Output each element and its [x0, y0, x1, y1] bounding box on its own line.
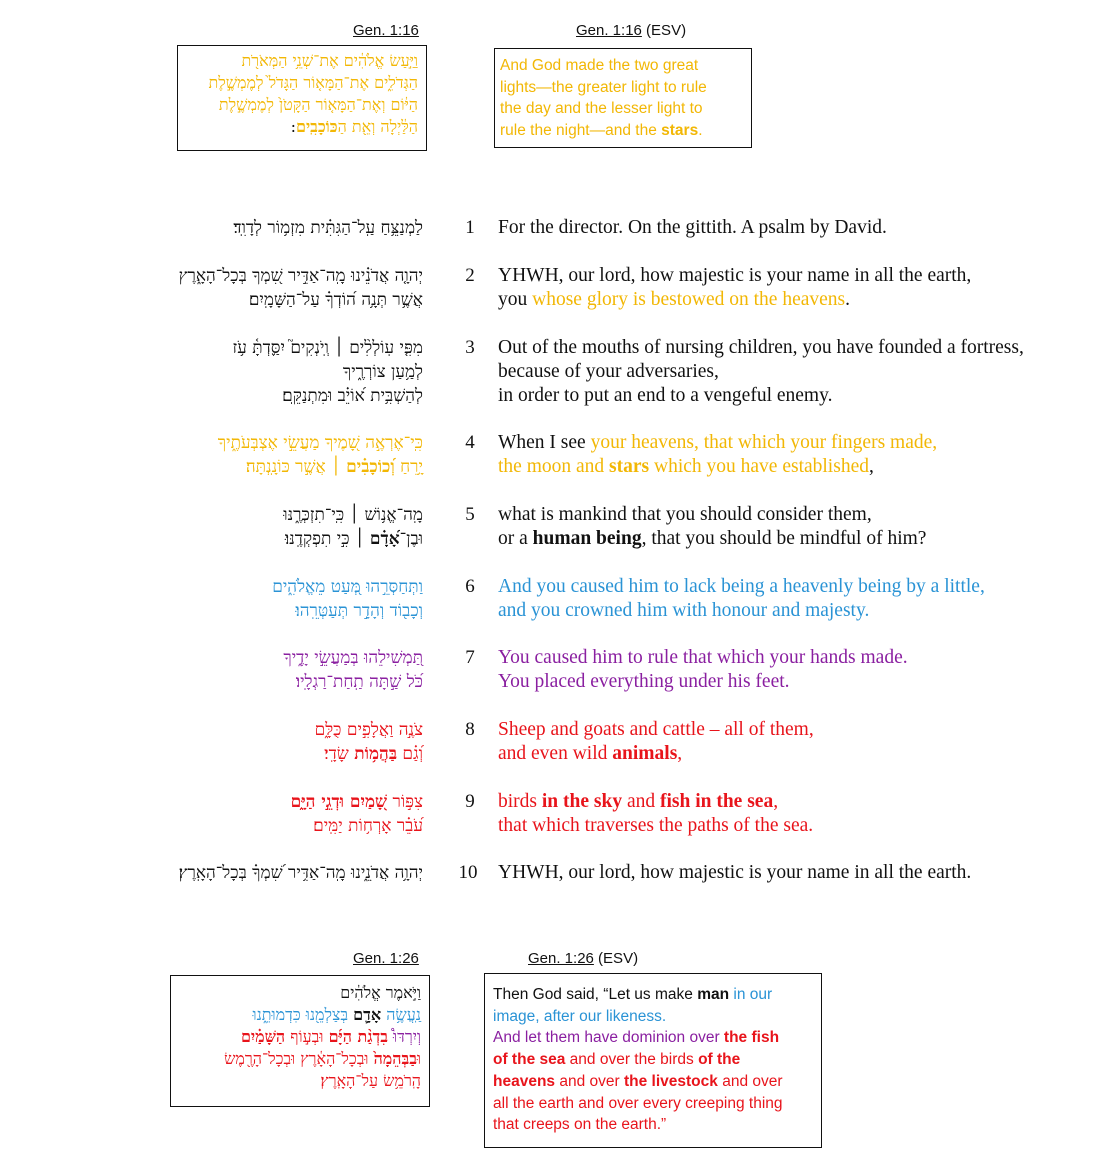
verse-8-heb-line-1: צֹנֶ֣ה וַאֲלָפִ֣ים כֻּלָּ֑ם [314, 720, 423, 740]
verse-4-eng-stars: stars [609, 456, 650, 477]
verse-1-eng-line-1: For the director. On the gittith. A psalm by David. [498, 217, 887, 238]
verse-5-heb-line-2a: וּבֶן־ [399, 529, 423, 549]
verse-9-heb-sky-sea: שָׁ֭מַיִם וּדְגֵ֣י הַיָּ֑ם [290, 792, 388, 812]
verse-5-english [498, 503, 1098, 551]
verse-5-heb-line-2c: ׀ כִּ֣י תִפְקְדֶֽנּוּ׃ [284, 529, 370, 549]
gen116-hebrew-box [177, 45, 427, 151]
gen126-eng-line-2: image, after our likeness. [493, 1007, 667, 1025]
verse-3-heb-line-2: לְמַ֥עַן צוֹרְרֶ֑יךָ [342, 362, 423, 382]
gen116-eng-ref-suffix: (ESV) [641, 22, 687, 39]
gen126-eng-line-5 [493, 1071, 813, 1093]
verse-2-eng-line-2 [498, 288, 1098, 312]
verse-9-heb-line-1a: צִפּ֣וֹר [387, 792, 423, 812]
verse-7-english [498, 646, 1098, 694]
verse-1-hebrew [93, 216, 423, 240]
verse-9-hebrew [93, 790, 423, 838]
verse-4-eng-line-2 [498, 455, 1098, 479]
verse-8-eng-animals: animals [612, 743, 678, 764]
verse-4-heb-line-1: כִּֽי־אֶרְאֶ֣ה שָׁ֭מֶיךָ מַעֲשֵׂ֣י אֶצְבְּעֹתֶ֑יךָ [217, 433, 423, 453]
gen116-heb-line-3: הַיּ֔וֹם וְאֶת־הַמָּא֤וֹר הַקָּטֹן֙ לְמֶמְשֶׁ֣לֶת [218, 95, 418, 114]
verse-10-number: 10 [458, 862, 478, 883]
verse-5-eng-line-2c: , that you should be mindful of him? [641, 528, 927, 549]
verse-4-heb-line-2a: יָ֥רֵחַ [394, 457, 423, 477]
verse-5-heb-adam: אָ֝דָ֗ם [369, 529, 400, 549]
gen116-eng-ref-text: Gen. 1:16 [576, 22, 642, 39]
gen126-eng-line-7: that creeps on the earth.” [493, 1116, 667, 1134]
gen126-heb-ref-text: Gen. 1:26 [353, 950, 419, 967]
gen116-heb-sof-pasuq: : [290, 117, 296, 136]
verse-5-heb-line-1: מָֽה־אֱנ֥וֹשׁ ׀ כִּֽי־תִזְכְּרֶ֑נּוּ [283, 505, 423, 525]
gen126-heb-line-3 [179, 1026, 421, 1048]
verse-5-eng-human-being: human being [532, 528, 642, 549]
verse-9-eng-fish: fish in the sea [659, 791, 774, 812]
verse-6-hebrew [93, 575, 423, 623]
verse-1-english [498, 216, 1098, 240]
verse-8-number: 8 [465, 719, 475, 740]
verse-2-heb-line-2: אֲשֶׁ֥ר תְּנָ֥ה ה֝וֹדְךָ֗ עַל־הַשָּׁמָֽיִם׃ [248, 290, 423, 310]
gen126-eng-man: man [697, 986, 730, 1003]
verse-2-eng-glory: whose glory is bestowed on the heavens [532, 289, 846, 310]
verse-4-eng-heavens: your heavens, that which your fingers made, [590, 432, 938, 453]
verse-9-heb-line-1 [93, 790, 423, 814]
verse-9-eng-line-1a: birds [498, 791, 542, 812]
verse-7-number: 7 [465, 647, 475, 668]
gen116-eng-line-2: lights—the greater light to rule [500, 78, 707, 96]
verse-8-eng-line-2c: , [677, 743, 683, 764]
gen116-eng-line-4c: . [698, 122, 703, 140]
verse-8-english [498, 718, 1098, 766]
verse-6-heb-line-1: וַתְּחַסְּרֵ֣הוּ מְּ֭עַט מֵאֱלֹהִ֑ים [272, 577, 423, 597]
gen126-heb-line-4 [179, 1048, 421, 1070]
verse-4-eng-moon: the moon and [498, 456, 610, 477]
verse-4-hebrew [93, 431, 423, 479]
verse-6-eng-line-1: And you caused him to lack being a heavenly being by a little, [498, 576, 985, 597]
verse-9-eng-line-1c: and [622, 791, 660, 812]
verse-4-english [498, 431, 1098, 479]
gen126-heb-ref [353, 950, 419, 967]
verse-6-heb-line-2: וְכָב֖וֹד וְהָדָ֣ר תְּעַטְּרֵֽהוּ׃ [295, 601, 423, 621]
verse-8-heb-animals: בַּהֲמ֥וֹת [354, 744, 398, 764]
verse-4-heb-stars: וְ֝כוֹכָבִ֗ים [346, 457, 395, 477]
verse-7-eng-line-2: You placed everything under his feet. [498, 671, 790, 692]
gen126-heb-line-4a: וּ [416, 1049, 421, 1068]
gen116-heb-line-4a: הַלַּ֔יְלָה וְאֵ֖ת הַ [337, 117, 418, 136]
verse-9-eng-line-1 [498, 790, 1098, 814]
verse-8-eng-line-2a: and even wild [498, 743, 613, 764]
verse-8-heb-line-2 [93, 742, 423, 766]
verse-10-eng-line-1: YHWH, our lord, how majestic is your name in all the earth. [498, 862, 972, 883]
verse-4-eng-line-2d: , [868, 456, 874, 477]
gen126-eng-ref [528, 950, 638, 967]
verse-9-eng-line-2: that which traverses the paths of the sea. [498, 815, 814, 836]
gen126-heb-livestock: בַבְּהֵמָה֙ [373, 1049, 417, 1068]
verse-7-heb-line-2: כֹּ֝ל שַׁ֣תָּה תַֽחַת־רַגְלָֽיו׃ [295, 672, 423, 692]
verse-3-hebrew [93, 336, 423, 408]
gen126-eng-line-1 [493, 984, 813, 1006]
gen126-eng-line-6: all the earth and over every creeping thing [493, 1094, 783, 1112]
verse-7-eng-line-1: You caused him to rule that which your hands made. [498, 647, 908, 668]
gen126-eng-line-4 [493, 1049, 813, 1071]
verse-4-number: 4 [465, 432, 475, 453]
verse-2-eng-line-1: YHWH, our lord, how majestic is your name in all the earth, [498, 265, 972, 286]
gen126-eng-line-5d: and over [717, 1072, 783, 1090]
gen126-eng-livestock: the livestock [623, 1072, 718, 1090]
verse-1-heb-line-1: לַמְנַצֵּ֥חַ עַֽל־הַגִּתִּ֗ית מִזְמ֥וֹר לְדָוִֽד׃ [233, 218, 423, 238]
verse-5-eng-line-2a: or a [498, 528, 533, 549]
gen116-heb-stars: כּוֹכָבִֽים [295, 117, 338, 136]
verse-5-number: 5 [465, 504, 475, 525]
gen116-heb-line-1: וַיַּ֣עַשׂ אֱלֹהִ֔ים אֶת־שְׁנֵ֥י הַמְּאֹרֹ֖ת [241, 51, 418, 70]
gen126-eng-line-3a: And let them have dominion over [493, 1029, 724, 1047]
gen116-heb-ref [353, 22, 419, 39]
verse-2-hebrew [93, 264, 423, 312]
gen126-eng-line-4b: and over the birds [565, 1051, 699, 1069]
verse-9-eng-in-the-sky: in the sky [541, 791, 623, 812]
gen126-eng-heavens: heavens [493, 1072, 556, 1090]
gen116-eng-line-4a: rule the night—and the [500, 122, 662, 140]
verse-5-eng-line-1: what is mankind that you should consider them, [498, 504, 872, 525]
verse-10-english [498, 861, 1098, 885]
gen126-heb-heavens: הַשָּׁמַ֗יִם [240, 1027, 286, 1046]
verse-4-heb-line-2c: ׀ אֲשֶׁ֣ר כּוֹנָֽנְתָּה׃ [245, 457, 347, 477]
gen126-eng-line-5b: and over [555, 1072, 624, 1090]
gen116-eng-line-4 [500, 120, 746, 142]
verse-6-number: 6 [465, 576, 475, 597]
verse-2-eng-line-2a: you [498, 289, 533, 310]
gen126-hebrew-box [170, 975, 430, 1107]
verse-5-heb-line-2 [93, 527, 423, 551]
gen126-heb-line-3c: וּבְע֣וֹף [285, 1027, 329, 1046]
gen126-eng-of-the: of the [698, 1051, 741, 1069]
gen116-english-box [494, 48, 752, 148]
verse-9-english [498, 790, 1098, 838]
gen126-eng-line-1a: Then God said, “Let us make [493, 986, 698, 1003]
gen116-eng-stars: stars [661, 122, 699, 140]
gen126-heb-line-2c: בְּצַלְמֵ֖נוּ כִּדְמוּתֵ֑נוּ [252, 1005, 354, 1024]
gen126-eng-in-our: in our [733, 986, 773, 1003]
gen126-heb-line-4c: וּבְכָל־הָאָ֔רֶץ וּבְכָל־הָרֶ֖מֶשׂ [224, 1049, 374, 1068]
verse-3-eng-line-2: because of your adversaries, [498, 361, 719, 382]
gen126-eng-ref-suffix: (ESV) [593, 950, 639, 967]
verse-3-english [498, 336, 1098, 408]
verse-8-heb-line-2c: שָׂדָֽי׃ [324, 744, 355, 764]
verse-7-hebrew [93, 646, 423, 694]
verse-3-heb-line-1: מִפִּ֤י עֽוֹלְלִ֨ים ׀ וְֽיֹנְקִים֮ יִסַּ֪דְתָּ֫ עֹ֥ז [232, 338, 423, 358]
verse-3-number: 3 [465, 337, 475, 358]
gen126-heb-adam: אָדָ֛ם [353, 1005, 382, 1024]
verse-8-hebrew [93, 718, 423, 766]
gen126-heb-line-2 [179, 1004, 421, 1026]
gen116-heb-ref-text: Gen. 1:16 [353, 22, 419, 39]
verse-5-eng-line-2 [498, 527, 1098, 551]
verse-2-english [498, 264, 1098, 312]
verse-3-eng-line-1: Out of the mouths of nursing children, you have founded a fortress, [498, 337, 1024, 358]
verse-9-eng-line-1e: , [773, 791, 779, 812]
gen126-heb-fish: בִדְגַ֨ת הַיָּ֜ם [328, 1027, 388, 1046]
verse-2-number: 2 [465, 265, 475, 286]
verse-7-heb-line-1: תַּ֭מְשִׁילֵהוּ בְּמַעֲשֵׂ֣י יָדֶ֑יךָ [283, 648, 423, 668]
gen116-heb-line-2: הַגְּדֹלִ֑ים אֶת־הַמָּא֤וֹר הַגָּדֹל֙ לְמֶמְשֶׁ֣לֶת [208, 73, 418, 92]
verse-10-heb-line-1: יְהוָ֥ה אֲדֹנֵ֑ינוּ מָֽה־אַדִּ֥יר שִׁ֝מְךָ֗ בְּכָל־הָאָֽרֶץ׃ [178, 863, 423, 883]
gen126-heb-line-1: וַיֹּ֣אמֶר אֱלֹהִ֔ים [340, 983, 421, 1002]
verse-8-heb-line-2a: וְ֝גַ֗ם [397, 744, 423, 764]
verse-6-eng-line-2: and you crowned him with honour and majesty. [498, 600, 870, 621]
verse-9-heb-line-2: עֹ֝בֵ֗ר אָרְח֥וֹת יַמִּֽים׃ [313, 816, 423, 836]
gen116-eng-line-3: the day and the lesser light to [500, 100, 703, 118]
gen126-heb-line-3a: וְיִרְדּוּ֩ [387, 1027, 421, 1046]
gen126-english-box [484, 973, 822, 1148]
verse-2-heb-line-1: יְהוָ֤ה אֲדֹנֵ֗ינוּ מָֽה־אַדִּ֣יר שִׁ֭מְךָ בְּכָל־הָאָ֑רֶץ [178, 266, 423, 286]
verse-4-heb-line-2 [93, 455, 423, 479]
gen126-eng-of-the-sea: of the sea [493, 1051, 566, 1069]
verse-4-eng-line-1 [498, 431, 1098, 455]
verse-10-hebrew [73, 861, 423, 885]
gen126-heb-line-2a: נַֽעֲשֶׂ֥ה [381, 1005, 421, 1024]
gen126-eng-line-3 [493, 1027, 813, 1049]
gen116-eng-ref [576, 22, 686, 39]
verse-1-number: 1 [465, 217, 475, 238]
verse-5-hebrew [93, 503, 423, 551]
verse-8-eng-line-1: Sheep and goats and cattle – all of them, [498, 719, 814, 740]
verse-8-eng-line-2 [498, 742, 1098, 766]
verse-9-number: 9 [465, 791, 475, 812]
verse-6-english [498, 575, 1098, 623]
gen126-eng-the-fish: the fish [723, 1029, 780, 1047]
gen116-eng-line-1: And God made the two great [500, 57, 699, 74]
gen116-heb-line-4 [186, 116, 418, 138]
verse-3-eng-line-3: in order to put an end to a vengeful enemy. [498, 385, 833, 406]
verse-4-eng-established: which you have established [649, 456, 869, 477]
verse-2-eng-line-2c: . [845, 289, 851, 310]
verse-4-eng-line-1a: When I see [498, 432, 591, 453]
verse-3-heb-line-3: לְהַשְׁבִּ֥ית א֝וֹיֵ֗ב וּמִתְנַקֵּֽם׃ [282, 386, 423, 406]
gen126-heb-line-5: הָֽרֹמֵ֥שׂ עַל־הָאָֽרֶץ׃ [320, 1071, 421, 1090]
gen126-eng-ref-text: Gen. 1:26 [528, 950, 594, 967]
